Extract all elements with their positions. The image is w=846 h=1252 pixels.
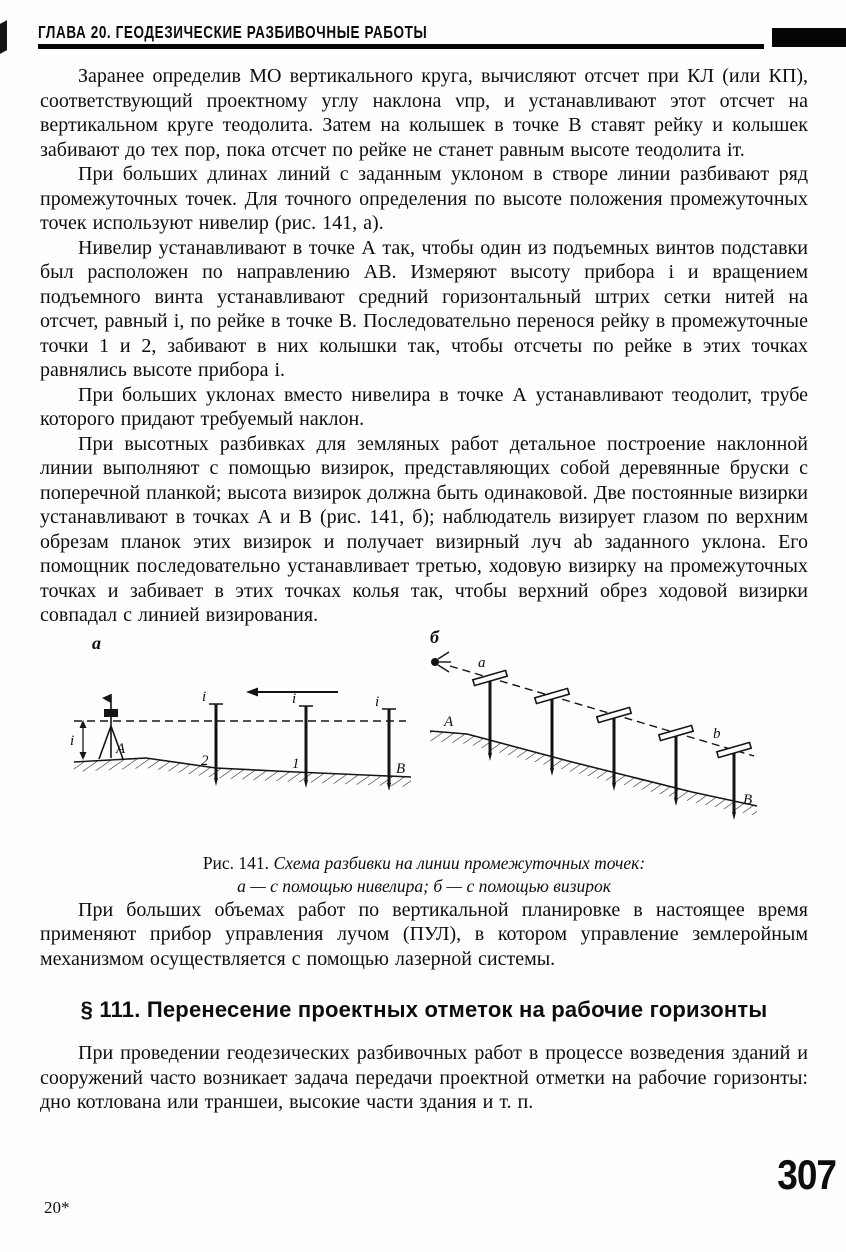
figure-caption-line1	[40, 852, 808, 875]
figure-caption	[40, 852, 808, 898]
figure-caption-title: Схема разбивки на линии промежуточных точек:	[273, 852, 646, 873]
sight-a-label: а	[478, 654, 486, 671]
signature-mark: 20*	[44, 1198, 70, 1217]
ground-hatch	[430, 731, 757, 816]
ground-hatch	[74, 755, 411, 787]
point-1-label: 1	[292, 755, 300, 772]
figure-part-a-label: а	[92, 632, 101, 653]
body-paragraph: Нивелир устанавливают в точке А так, чтобы один из подъемных винтов подставки был расположен по направлению АВ. Измеряют высоту прибора i и вращением подъемного винта устанавливают средний горизонтальный штрих сетки нитей на отсчет, равный i, по рейке в точке В. Последовательно перенося рейку в промежуточные точки 1 и 2, забивают в них колышки так, чтобы отсчеты по рейке в этих точках равнялись высоте прибора i.	[40, 236, 808, 381]
scan-corner-mark	[0, 20, 7, 54]
sight-b-label: b	[713, 725, 721, 742]
body-paragraph: При больших уклонах вместо нивелира в точке А устанавливают теодолит, трубе которого придают требуемый наклон.	[40, 383, 808, 430]
figure-141	[40, 626, 808, 844]
header-corner-tab	[772, 28, 846, 47]
diagram-b-vizirki-scheme	[412, 634, 772, 834]
point-A-label: А	[444, 713, 454, 730]
point-B-label: В	[396, 760, 406, 777]
point-2-label: 2	[201, 752, 209, 769]
point-B-label: В	[743, 791, 753, 808]
instrument-height-arrow	[80, 720, 87, 760]
chapter-header: ГЛАВА 20. ГЕОДЕЗИЧЕСКИЕ РАЗБИВОЧНЫЕ РАБОТЫ	[38, 22, 428, 42]
body-paragraph: При высотных разбивках для земляных работ детальное построение наклонной линии выполняют с помощью визирок, представляющих собой деревянные бруски с поперечной планкой; высота визирок должна быть одинаковой. Две постоянные визирки устанавливают в точках А и В (рис. 141, б); наблюдатель визирует глазом по верхним обрезам планок этих визирок и получает визирный луч ab заданного уклона. Его помощник последовательно устанавливает третью, ходовую визирку на промежуточных точках и забивает в этих точках колья так, чтобы верхний обрез ходовой визирки совпадал с линией визирования.	[40, 432, 808, 626]
stake-i-label: i	[375, 693, 380, 710]
point-A-label: А	[116, 740, 126, 757]
figure-part-b-label: б	[430, 626, 439, 647]
instrument-height-label: i	[70, 732, 75, 749]
body-paragraph: При больших длинах линий с заданным уклоном в створе линии разбивают ряд промежуточных точек. Для точного определения по высоте положения промежуточных точек используют нивелир (рис. 141, а).	[40, 163, 808, 234]
header-rule	[38, 44, 764, 49]
section-heading: § 111. Перенесение проектных отметок на рабочие горизонты	[80, 997, 768, 1022]
figure-caption-ref: Рис. 141.	[202, 852, 270, 873]
diagram-a-level-scheme	[66, 646, 416, 834]
figure-caption-line2: а — с помощью нивелира; б — с помощью визирок	[237, 875, 611, 896]
body-paragraph: При проведении геодезических разбивочных работ в процессе возведения зданий и сооружений часто возникает задача передачи проектной отметки на рабочие горизонты: дно котлована или траншеи, высокие части здания и т. п.	[40, 1042, 808, 1113]
stake-i-label: i	[292, 690, 297, 707]
body-paragraph: Заранее определив МО вертикального круга, вычисляют отсчет при КЛ (или КП), соответствующий проектному углу наклона νпр, и устанавливают этот отсчет на вертикальном круге теодолита. Затем на колышек в точке В ставят рейку и колышек забивают до тех пор, пока отсчет по рейке не станет равным высоте теодолита iт.	[40, 65, 808, 161]
page-number: 307	[777, 1152, 836, 1198]
page-content	[40, 64, 808, 1115]
body-paragraph: При больших объемах работ по вертикальной планировке в настоящее время применяют прибор управления лучом (ПУЛ), в котором управление землеройным механизмом осуществляется с помощью лазерной системы.	[40, 898, 808, 970]
eye-icon	[431, 652, 451, 672]
stake-i-label: i	[202, 688, 207, 705]
